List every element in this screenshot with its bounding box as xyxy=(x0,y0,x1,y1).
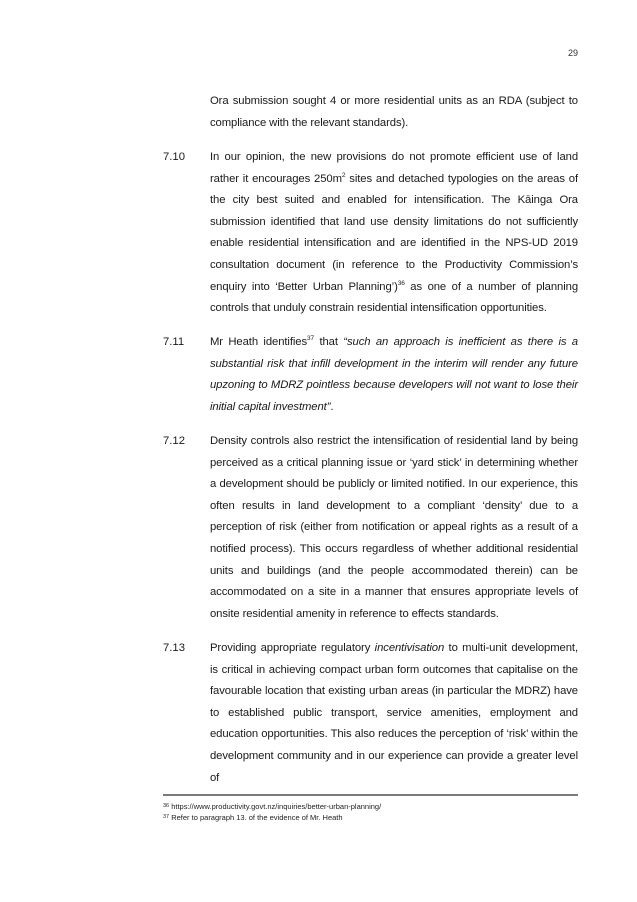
footnote-36 xyxy=(163,801,381,812)
continuation-paragraph xyxy=(210,91,578,134)
superscript-squared: 2 xyxy=(341,171,346,179)
paragraph-number-7-10: 7.10 xyxy=(163,151,185,163)
paragraph-number-7-12: 7.12 xyxy=(163,435,185,447)
paragraph-7-11 xyxy=(210,332,578,418)
paragraph-7-10 xyxy=(210,147,578,320)
paragraph-7-12 xyxy=(210,431,578,625)
footnote-link[interactable]: https://www.productivity.govt.nz/inquiries/better-urban-planning/ xyxy=(169,802,382,811)
footnote-37 xyxy=(163,812,381,823)
paragraph-text: Mr Heath identifies xyxy=(210,336,308,348)
paragraph-text: In our opinion, the new provisions do not promote efficient use of land rather it encourages 250m xyxy=(210,151,578,185)
footnote-ref-36[interactable]: 36 xyxy=(397,279,405,287)
paragraph-text: to multi-unit development, is critical in achieving compact urban form outcomes that capitalise on the favourable location that existing urban areas (in particular the MDRZ) have to established public transport, service amenities, employment and education opportunities. This also reduces the perception of ‘risk’ within the development community and in our experience can provide a greater level of xyxy=(210,642,578,784)
footnote-separator xyxy=(163,794,578,796)
quoted-text: “such an approach is inefficient as there is a substantial risk that infill development in the interim will render any future upzoning to MDRZ pointless because developers will not want to lose their initial capital investment” xyxy=(210,336,578,413)
paragraph-text: . xyxy=(330,400,334,413)
continuation-text: Ora submission sought 4 or more residential units as an RDA (subject to compliance with the relevant standards). xyxy=(210,95,578,129)
footnote-number: 37 xyxy=(163,814,170,820)
paragraph-number-7-13: 7.13 xyxy=(163,642,185,654)
emphasized-text: incentivisation xyxy=(374,642,445,654)
paragraph-text: sites and detached typologies on the areas of the city best suited and enabled for intensification. The Kāinga Ora submission identified that land use density limitations do not sufficiently enable residential intensification and are identified in the NPS-UD 2019 consultation document (in reference to the Productivity Commission’s enquiry into ‘Better Urban Planning’) xyxy=(210,172,578,293)
footnote-number: 36 xyxy=(163,803,170,809)
footnote-ref-37[interactable]: 37 xyxy=(307,335,315,342)
paragraph-number-7-11: 7.11 xyxy=(163,336,185,348)
paragraph-text: Density controls also restrict the intensification of residential land by being perceived as a critical planning issue or ‘yard stick’ in determining whether a development should be publicly or limited notified. In our experience, this often results in land development to a compliant ‘density’ due to a perception of risk (either from notification or appeal rights as a result of a notified process). This occurs regardless of whether additional residential units and buildings (and the people accommodated therein) can be accommodated on a site in a manner that ensures appropriate levels of onsite residential amenity in reference to effects standards. xyxy=(210,435,578,620)
paragraph-text: Providing appropriate regulatory xyxy=(210,642,375,654)
footnotes xyxy=(163,801,381,823)
paragraph-7-13 xyxy=(210,638,578,789)
footnote-text: Refer to paragraph 13. of the evidence of Mr. Heath xyxy=(169,813,343,822)
paragraph-text: as one of a number of planning controls that unduly constrain residential intensification opportunities. xyxy=(210,280,579,315)
paragraph-text: that xyxy=(314,336,344,348)
page-number: 29 xyxy=(567,48,578,58)
